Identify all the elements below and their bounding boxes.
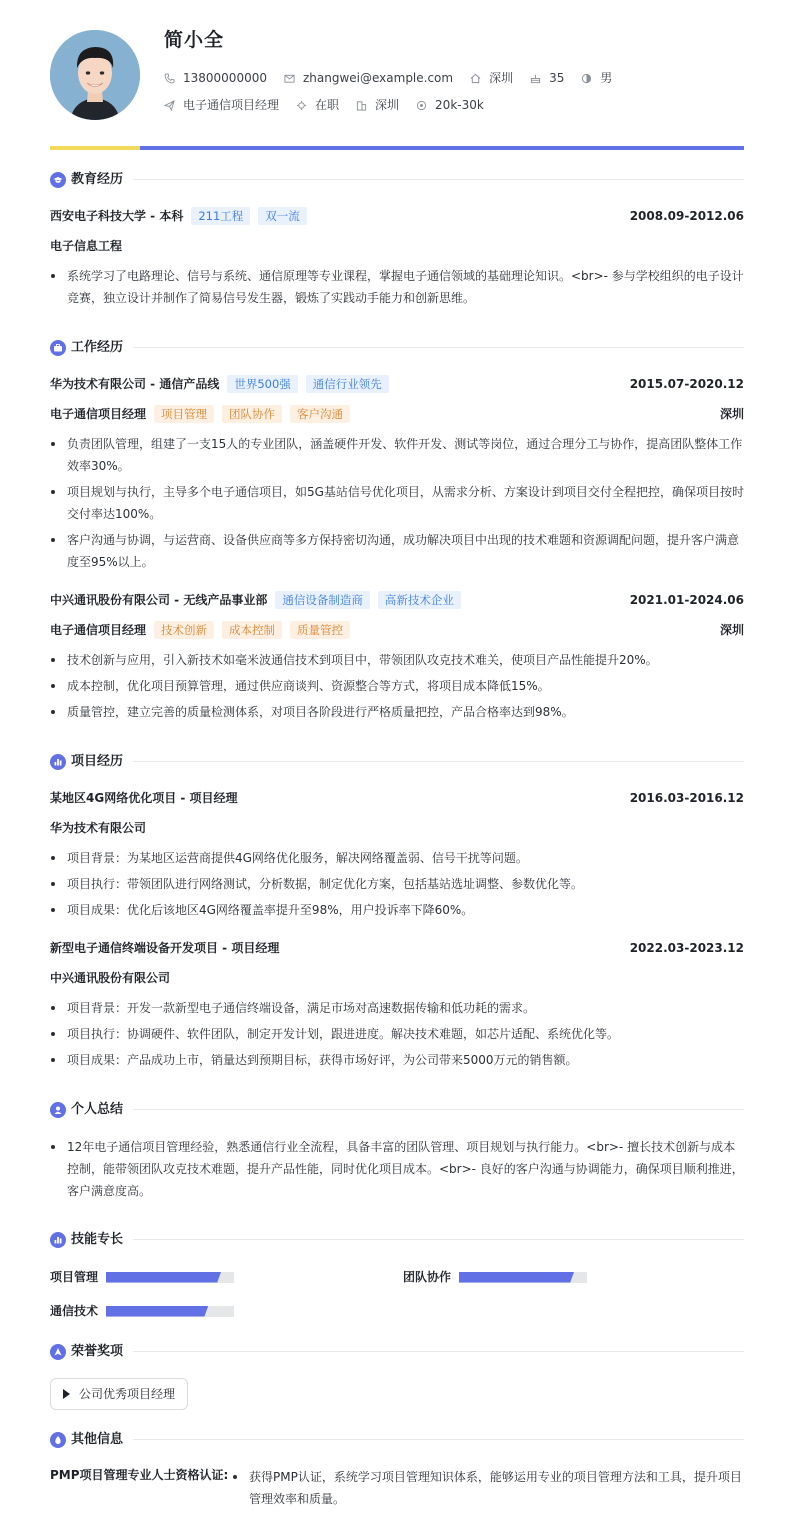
job-city: 深圳 <box>719 407 744 421</box>
skill-bar <box>106 1272 234 1283</box>
avatar <box>50 30 140 120</box>
award-icon <box>50 1344 66 1360</box>
job-role: 电子通信项目经理 <box>50 623 147 637</box>
section-projects <box>50 752 744 772</box>
status-info <box>296 96 339 114</box>
target-city-text: 深圳 <box>375 98 400 112</box>
job-bullet: 成本控制，优化项目预算管理，通过供应商谈判、资源整合等方式，将项目成本降低15%。 <box>50 675 744 697</box>
job-date: 2015.07-2020.12 <box>629 377 744 391</box>
status-icon <box>296 100 307 111</box>
project-header <box>50 788 744 808</box>
school-name: 西安电子科技大学 - 本科 <box>50 209 184 223</box>
section-summary <box>50 1100 744 1120</box>
skill-bar-fill <box>106 1306 208 1317</box>
project-name: 某地区4G网络优化项目 - 项目经理 <box>50 791 238 805</box>
play-icon <box>63 1389 70 1399</box>
skill-bar <box>106 1306 234 1317</box>
section-skills <box>50 1230 744 1250</box>
project-org: 华为技术有限公司 <box>50 821 147 835</box>
skill-name: 通信技术 <box>50 1304 99 1318</box>
building-icon <box>356 100 367 111</box>
education-date: 2008.09-2012.06 <box>629 209 744 223</box>
company-name: 中兴通讯股份有限公司 - 无线产品事业部 <box>50 593 268 607</box>
skill-name: 团队协作 <box>403 1270 452 1284</box>
section-title: 荣誉奖项 <box>71 1344 124 1359</box>
job-header <box>50 590 744 610</box>
job-header <box>50 374 744 394</box>
gender-icon <box>581 73 592 84</box>
other-text: 获得PMP认证，系统学习项目管理知识体系，能够运用专业的项目管理方法和工具，提升项目管理效率和质量。 <box>232 1466 744 1510</box>
project-org-row <box>50 818 744 838</box>
target-job-text: 电子通信项目经理 <box>183 98 280 112</box>
phone-info <box>164 69 267 87</box>
project-name: 新型电子通信终端设备开发项目 - 项目经理 <box>50 941 280 955</box>
avatar-portrait <box>50 30 140 120</box>
briefcase-icon <box>50 340 66 356</box>
section-honors <box>50 1342 744 1362</box>
role-tag: 团队协作 <box>222 405 282 423</box>
mail-icon <box>284 73 295 84</box>
section-work <box>50 338 744 358</box>
role-tag: 客户沟通 <box>290 405 350 423</box>
candidate-name: 简小全 <box>164 29 225 51</box>
section-title: 教育经历 <box>71 172 124 187</box>
project-bullet: 项目执行：协调硬件、软件团队，制定开发计划，跟进进度。解决技术难题，如芯片适配、系统优化等。 <box>50 1023 744 1045</box>
skill-bar-fill <box>459 1272 574 1283</box>
location-info <box>470 69 513 87</box>
job-city: 深圳 <box>719 623 744 637</box>
target-city-info <box>356 96 399 114</box>
company-tag: 高新技术企业 <box>378 591 461 609</box>
education-bullet: 系统学习了电路理论、信号与系统、通信原理等专业课程，掌握电子通信领域的基础理论知识。<br>- 参与学校组织的电子设计竞赛，独立设计并制作了简易信号发生器，锻炼了实践动手能力和创新思维。 <box>50 265 744 309</box>
company-tag: 通信行业领先 <box>306 375 389 393</box>
bar-chart-icon <box>50 1232 66 1248</box>
job-bullet: 项目规划与执行，主导多个电子通信项目，如5G基站信号优化项目，从需求分析、方案设计到项目交付全程把控，确保项目按时交付率达100%。 <box>50 481 744 525</box>
company-tag: 通信设备制造商 <box>275 591 370 609</box>
age-text: 35 <box>549 71 565 85</box>
home-icon <box>470 73 481 84</box>
section-title: 个人总结 <box>71 1102 124 1117</box>
summary-bullet: 12年电子通信项目管理经验，熟悉通信行业全流程，具备丰富的团队管理、项目规划与执行能力。<br>- 擅长技术创新与成本控制，能带领团队攻克技术难题，提升产品性能，同时优化项目成本。<br>- 良好的客户沟通与协调能力，确保项目顺利推进，客户满意度高。 <box>50 1136 744 1202</box>
gender-text: 男 <box>600 71 613 85</box>
skill-bar-fill <box>106 1272 221 1283</box>
send-icon <box>164 100 175 111</box>
project-bullet: 项目执行：带领团队进行网络测试，分析数据，制定优化方案，包括基站选址调整、参数优化等。 <box>50 873 744 895</box>
phone-text: 13800000000 <box>183 71 267 85</box>
job-date: 2021.01-2024.06 <box>629 593 744 607</box>
job-role: 电子通信项目经理 <box>50 407 147 421</box>
graduation-cap-icon <box>50 172 66 188</box>
age-info <box>530 69 564 87</box>
header-divider <box>50 146 744 150</box>
major-name: 电子信息工程 <box>50 239 123 253</box>
salary-info <box>416 96 484 114</box>
job-bullet: 技术创新与应用，引入新技术如毫米波通信技术到项目中，带领团队攻克技术难关，使项目产品性能提升20%。 <box>50 649 744 671</box>
project-bullet: 项目成果：产品成功上市，销量达到预期目标，获得市场好评，为公司带来5000万元的销售额。 <box>50 1049 744 1071</box>
other-label: PMP项目管理专业人士资格认证: <box>50 1468 229 1482</box>
flame-icon <box>50 1432 66 1448</box>
bar-chart-icon <box>50 754 66 770</box>
section-other <box>50 1430 744 1450</box>
project-header <box>50 938 744 958</box>
section-education <box>50 170 744 190</box>
project-date: 2016.03-2016.12 <box>629 791 744 805</box>
project-bullet: 项目背景：为某地区运营商提供4G网络优化服务，解决网络覆盖弱、信号干扰等问题。 <box>50 847 744 869</box>
email-text: zhangwei@example.com <box>302 71 454 85</box>
company-tag: 世界500强 <box>227 375 297 393</box>
project-org-row <box>50 968 744 988</box>
cake-icon <box>530 73 541 84</box>
school-tag: 211工程 <box>191 207 250 225</box>
section-title: 工作经历 <box>71 340 124 355</box>
education-header <box>50 206 744 226</box>
project-org: 中兴通讯股份有限公司 <box>50 971 171 985</box>
job-bullet: 质量管控，建立完善的质量检测体系，对项目各阶段进行严格质量把控，产品合格率达到98%。 <box>50 701 744 723</box>
job-role-row <box>50 620 744 640</box>
honor-text: 公司优秀项目经理 <box>79 1387 176 1401</box>
contact-row <box>164 69 629 87</box>
section-title: 项目经历 <box>71 754 124 769</box>
skill-item <box>50 1302 234 1320</box>
coin-icon <box>416 100 427 111</box>
role-tag: 技术创新 <box>154 621 214 639</box>
job-role-row <box>50 404 744 424</box>
role-tag: 质量管控 <box>290 621 350 639</box>
email-info <box>284 69 453 87</box>
project-bullet: 项目成果：优化后该地区4G网络覆盖率提升至98%，用户投诉率下降60%。 <box>50 899 744 921</box>
honor-item[interactable] <box>50 1378 188 1410</box>
job-bullet: 客户沟通与协调，与运营商、设备供应商等多方保持密切沟通，成功解决项目中出现的技术难题和资源调配问题，提升客户满意度至95%以上。 <box>50 529 744 573</box>
status-text: 在职 <box>315 98 340 112</box>
target-job-info <box>164 96 279 114</box>
major-row <box>50 236 744 256</box>
gender-info <box>581 69 612 87</box>
role-tag: 项目管理 <box>154 405 214 423</box>
user-icon <box>50 1102 66 1118</box>
project-date: 2022.03-2023.12 <box>629 941 744 955</box>
job-intent-row <box>164 96 501 114</box>
skill-item <box>50 1268 234 1286</box>
phone-icon <box>164 73 175 84</box>
school-tag: 双一流 <box>258 207 307 225</box>
job-bullet: 负责团队管理，组建了一支15人的专业团队，涵盖硬件开发、软件开发、测试等岗位，通过合理分工与协作，提高团队整体工作效率30%。 <box>50 433 744 477</box>
skill-bar <box>459 1272 587 1283</box>
section-title: 技能专长 <box>71 1232 124 1247</box>
salary-text: 20k-30k <box>435 98 484 112</box>
location-text: 深圳 <box>489 71 514 85</box>
project-bullet: 项目背景：开发一款新型电子通信终端设备，满足市场对高速数据传输和低功耗的需求。 <box>50 997 744 1019</box>
skill-name: 项目管理 <box>50 1270 99 1284</box>
section-title: 其他信息 <box>71 1432 124 1447</box>
skill-item <box>403 1268 587 1286</box>
company-name: 华为技术有限公司 - 通信产品线 <box>50 377 220 391</box>
role-tag: 成本控制 <box>222 621 282 639</box>
